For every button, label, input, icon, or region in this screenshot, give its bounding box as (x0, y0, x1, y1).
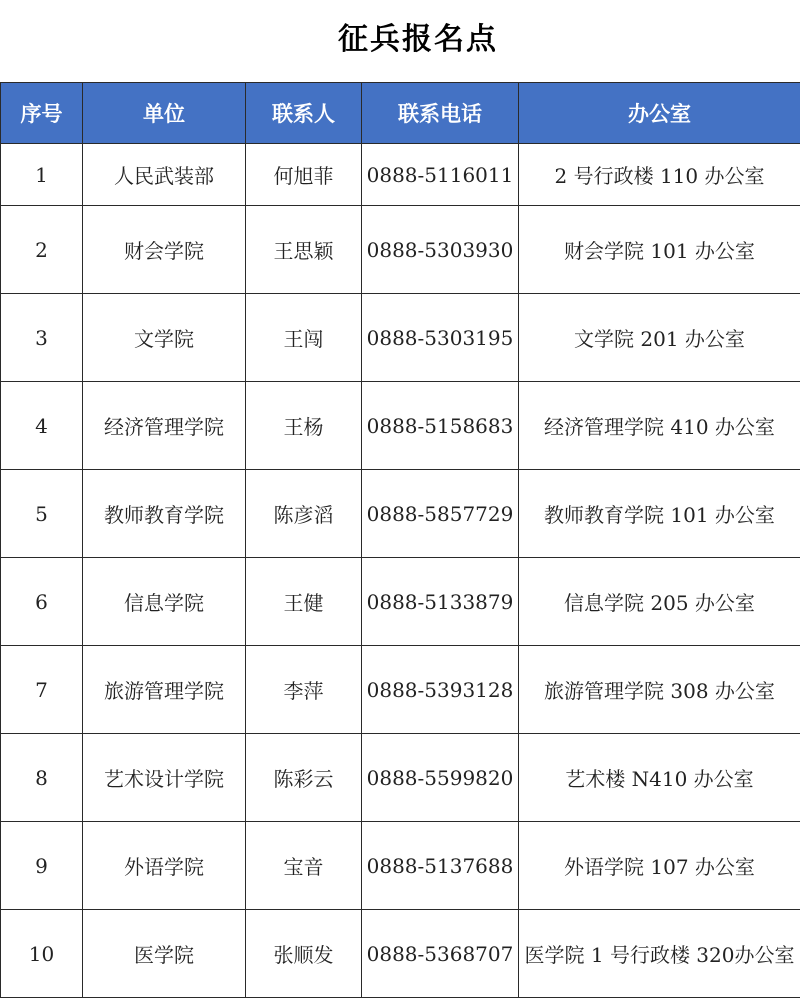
cell-office: 外语学院 107 办公室 (519, 822, 800, 910)
table-row (1, 144, 800, 206)
header-row (1, 83, 800, 144)
cell-unit: 旅游管理学院 (83, 646, 246, 734)
cell-contact: 王健 (246, 558, 362, 646)
column-header-phone: 联系电话 (362, 83, 519, 144)
cell-unit: 人民武装部 (83, 144, 246, 206)
cell-office: 医学院 1 号行政楼 320办公室 (519, 910, 800, 998)
page-title: 征兵报名点 (338, 22, 498, 57)
cell-office: 艺术楼 N410 办公室 (519, 734, 800, 822)
cell-contact: 陈彦滔 (246, 470, 362, 558)
cell-phone: 0888-5303930 (362, 206, 519, 294)
cell-office: 教师教育学院 101 办公室 (519, 470, 800, 558)
cell-unit: 医学院 (83, 910, 246, 998)
cell-index: 10 (1, 910, 83, 998)
cell-contact: 张顺发 (246, 910, 362, 998)
cell-phone: 0888-5158683 (362, 382, 519, 470)
table-row (1, 910, 800, 998)
cell-unit: 财会学院 (83, 206, 246, 294)
column-header-unit: 单位 (83, 83, 246, 144)
cell-phone: 0888-5133879 (362, 558, 519, 646)
cell-office: 文学院 201 办公室 (519, 294, 800, 382)
cell-office: 旅游管理学院 308 办公室 (519, 646, 800, 734)
table-row (1, 206, 800, 294)
cell-index: 2 (1, 206, 83, 294)
cell-office: 财会学院 101 办公室 (519, 206, 800, 294)
table-row (1, 382, 800, 470)
cell-phone: 0888-5137688 (362, 822, 519, 910)
column-header-index: 序号 (1, 83, 83, 144)
cell-unit: 教师教育学院 (83, 470, 246, 558)
cell-index: 4 (1, 382, 83, 470)
table-row (1, 470, 800, 558)
cell-index: 7 (1, 646, 83, 734)
cell-contact: 何旭菲 (246, 144, 362, 206)
registration-table (0, 82, 800, 998)
cell-unit: 信息学院 (83, 558, 246, 646)
cell-phone: 0888-5368707 (362, 910, 519, 998)
cell-phone: 0888-5116011 (362, 144, 519, 206)
table-header (1, 83, 800, 144)
table-row (1, 822, 800, 910)
cell-phone: 0888-5393128 (362, 646, 519, 734)
cell-index: 3 (1, 294, 83, 382)
cell-phone: 0888-5857729 (362, 470, 519, 558)
cell-unit: 文学院 (83, 294, 246, 382)
cell-unit: 外语学院 (83, 822, 246, 910)
cell-contact: 宝音 (246, 822, 362, 910)
table-row (1, 558, 800, 646)
cell-contact: 李萍 (246, 646, 362, 734)
cell-index: 5 (1, 470, 83, 558)
cell-office: 2 号行政楼 110 办公室 (519, 144, 800, 206)
cell-contact: 王杨 (246, 382, 362, 470)
cell-unit: 艺术设计学院 (83, 734, 246, 822)
cell-office: 信息学院 205 办公室 (519, 558, 800, 646)
table-row (1, 646, 800, 734)
column-header-office: 办公室 (519, 83, 800, 144)
cell-phone: 0888-5303195 (362, 294, 519, 382)
cell-contact: 王思颖 (246, 206, 362, 294)
cell-unit: 经济管理学院 (83, 382, 246, 470)
table-row (1, 294, 800, 382)
cell-contact: 陈彩云 (246, 734, 362, 822)
cell-index: 1 (1, 144, 83, 206)
table-row (1, 734, 800, 822)
cell-phone: 0888-5599820 (362, 734, 519, 822)
cell-index: 8 (1, 734, 83, 822)
table-body (1, 144, 800, 998)
cell-index: 9 (1, 822, 83, 910)
column-header-contact: 联系人 (246, 83, 362, 144)
cell-contact: 王闯 (246, 294, 362, 382)
cell-index: 6 (1, 558, 83, 646)
cell-office: 经济管理学院 410 办公室 (519, 382, 800, 470)
